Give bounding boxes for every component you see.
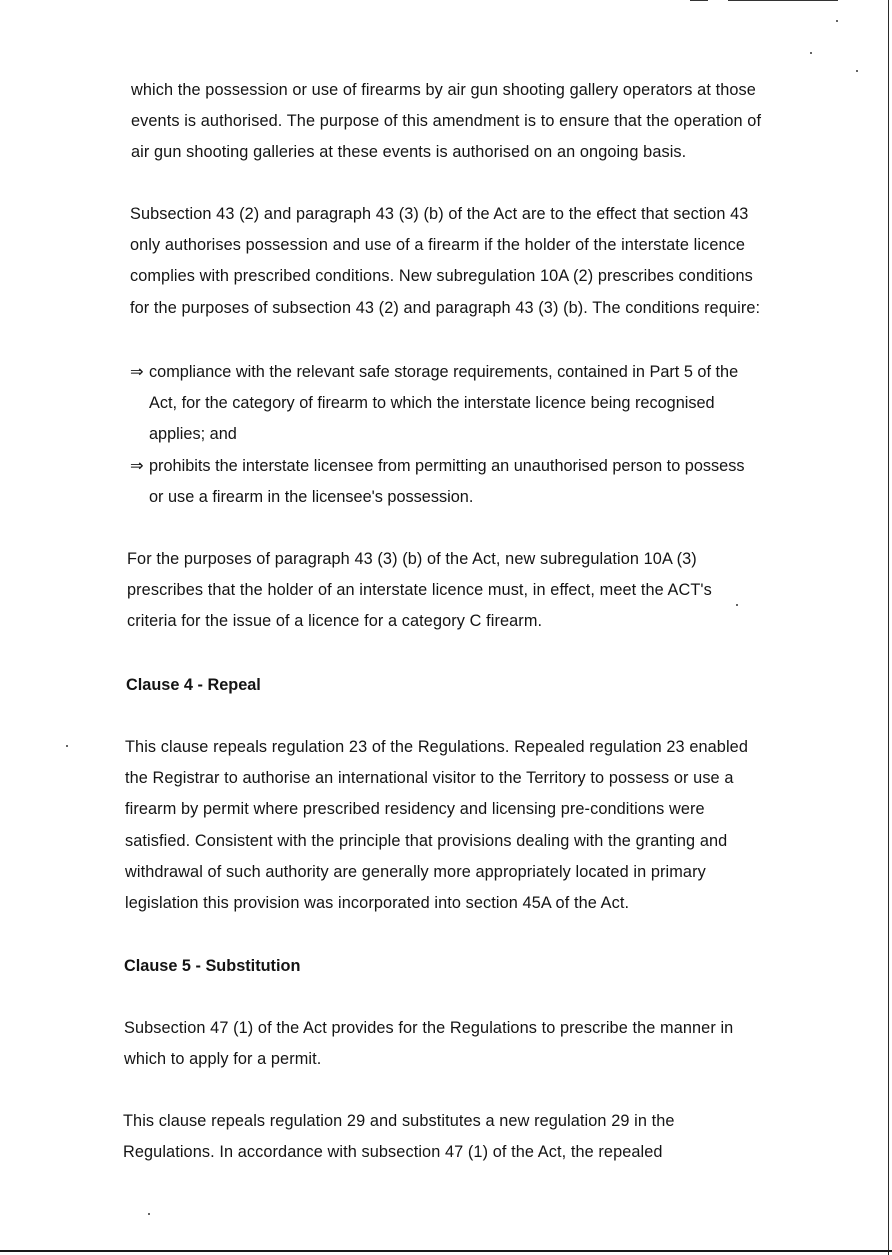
text-line: satisfied. Consistent with the principle that provisions dealing with the granting and: [125, 831, 728, 850]
paragraph-regulation-29: [123, 1106, 675, 1168]
scan-edge-right: [888, 0, 889, 1255]
scan-speck: [810, 52, 812, 54]
clause-4-heading: Clause 4 - Repeal: [126, 676, 261, 694]
paragraph-category-c-criteria: [127, 544, 712, 638]
text-line: which to apply for a permit.: [124, 1050, 322, 1069]
text-line: prescribes that the holder of an interstate licence must, in effect, meet the ACT's: [127, 581, 712, 600]
text-line: For the purposes of paragraph 43 (3) (b) of the Act, new subregulation 10A (3): [127, 550, 697, 568]
scan-edge-top: [728, 0, 838, 1]
clause-5-heading: Clause 5 - Substitution: [124, 957, 301, 975]
text-line: only authorises possession and use of a firearm if the holder of the interstate licence: [130, 236, 746, 255]
scan-edge-bottom: [0, 1250, 892, 1252]
text-line: Regulations. In accordance with subsection 47 (1) of the Act, the repealed: [123, 1143, 663, 1162]
arrow-bullet-icon: ⇒: [130, 457, 144, 475]
scan-speck: [736, 604, 738, 606]
text-line: This clause repeals regulation 23 of the Regulations. Repealed regulation 23 enabled: [125, 738, 748, 756]
text-line: compliance with the relevant safe storage requirements, contained in Part 5 of the: [149, 363, 739, 381]
text-line: prohibits the interstate licensee from permitting an unauthorised person to possess: [149, 457, 745, 475]
text-line: for the purposes of subsection 43 (2) and paragraph 43 (3) (b). The conditions require:: [130, 298, 761, 317]
text-line: Subsection 47 (1) of the Act provides for the Regulations to prescribe the manner in: [124, 1019, 734, 1037]
paragraph-subsection-47: [124, 1013, 733, 1075]
paragraph-air-gun-galleries: [131, 75, 761, 169]
paragraph-section-43-conditions: [130, 199, 760, 324]
text-line: the Registrar to authorise an international visitor to the Territory to possess or use a: [125, 769, 734, 788]
text-line: criteria for the issue of a licence for a category C firearm.: [127, 612, 543, 631]
text-line: Act, for the category of firearm to which the interstate licence being recognised: [149, 394, 715, 413]
scan-speck: [66, 745, 68, 747]
text-line: which the possession or use of firearms by air gun shooting gallery operators at those: [131, 81, 756, 99]
text-line: air gun shooting galleries at these events is authorised on an ongoing basis.: [131, 143, 687, 162]
scan-speck: [856, 70, 858, 72]
scan-speck: [148, 1213, 150, 1215]
text-line: events is authorised. The purpose of this amendment is to ensure that the operation of: [131, 112, 762, 131]
scan-speck: [836, 20, 838, 22]
arrow-bullet-icon: ⇒: [130, 363, 144, 381]
text-line: complies with prescribed conditions. New subregulation 10A (2) prescribes conditions: [130, 267, 753, 286]
text-line: firearm by permit where prescribed residency and licensing pre-conditions were: [125, 800, 705, 819]
paragraph-clause-4-body: [125, 732, 748, 919]
scan-edge-top: [690, 0, 708, 1]
text-line: applies; and: [149, 425, 237, 444]
text-line: legislation this provision was incorporated into section 45A of the Act.: [125, 894, 630, 913]
text-line: withdrawal of such authority are generally more appropriately located in primary: [125, 862, 706, 881]
text-line: Subsection 43 (2) and paragraph 43 (3) (b) of the Act are to the effect that section 43: [130, 205, 749, 223]
text-line: This clause repeals regulation 29 and substitutes a new regulation 29 in the: [123, 1112, 675, 1130]
text-line: or use a firearm in the licensee's possession.: [149, 488, 474, 507]
